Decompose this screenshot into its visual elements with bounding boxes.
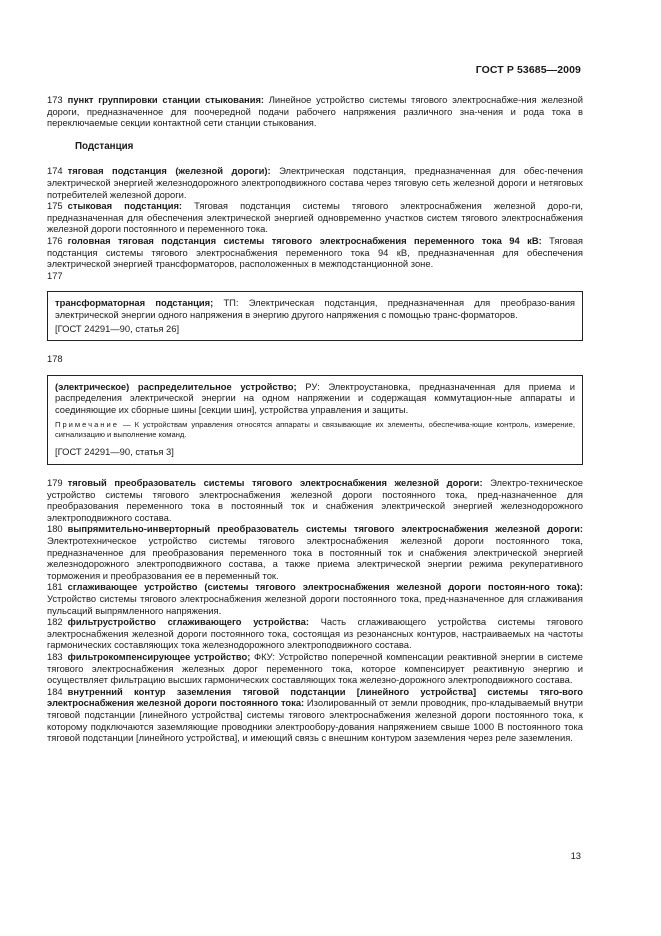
entry-number: 176: [47, 234, 63, 246]
term-entry-175: [47, 200, 583, 235]
term-entry-179: [47, 477, 583, 523]
entry-definition: Устройство системы тягового электроснабжения железной дороги постоянного тока, пред-назначенное для сглаживания пульсаций выпрямленного напряжения.: [47, 593, 583, 616]
entry-definition: ТП: Электрическая подстанция, предназначенная для преобразо-вания электрической энергии одного напряжения в энергию другого напряжения с помощью транс-форматоров.: [55, 297, 576, 320]
entry-definition: Тяговая подстанция системы тягового электроснабжения переменного тока 94 кВ, предназначенная для обеспечения электрической энергией трансформаторов, расположенных в межподстанционной зоне.: [47, 234, 583, 270]
entry-term: (электрическое) распределительное устройство;: [55, 380, 297, 392]
entry-number: 174: [47, 165, 63, 177]
note: [55, 420, 575, 440]
quoted-definition-box-177: [47, 291, 583, 341]
boxed-definition: [55, 297, 575, 320]
entry-number: 175: [47, 200, 63, 212]
entry-term: фильтрустройство сглаживающего устройства:: [67, 616, 309, 628]
entry-term: сглаживающее устройство (системы тягового электроснабжения железной дороги постоян-ного тока):: [67, 581, 583, 593]
entry-definition: Электротехническое устройство системы тягового электроснабжения железной дороги постоянного тока, предназначенное для преобразования переменного тока в постоянный ток и снабжения электрической энергией железнодорожного электроподвижного состава, а также приема электрической энергии режима рекуперативного торможения и преобразования ее в переменный ток.: [47, 535, 583, 581]
term-entry-176: [47, 235, 583, 270]
note-text: — К устройствам управления относятся аппараты и связывающие их элементы, обеспечива-ющие контроль, измерение, сигнализацию и выполнение команд.: [55, 420, 575, 440]
entry-term: тяговая подстанция (железной дороги):: [67, 165, 271, 177]
entry-term: внутренний контур заземления тяговой подстанции [линейного устройства] системы тяго-вого электроснабжения железной дороги постоянного тока:: [47, 685, 583, 709]
entry-number: 173: [47, 94, 63, 105]
entry-number-177: 177: [47, 269, 63, 281]
standard-reference: [ГОСТ 24291—90, статья 26]: [55, 322, 180, 334]
entry-term: выпрямительно-инверторный преобразователь системы тягового электроснабжения железной дороги:: [67, 523, 583, 535]
entry-number-178: 178: [47, 353, 63, 365]
term-entry-184: [47, 686, 583, 744]
entry-term: тяговый преобразователь системы тягового электроснабжения железной дороги:: [67, 477, 483, 489]
entry-definition: ФКУ: Устройство поперечной компенсации реактивной энергии в системе тягового электроснабжения железных дорог переменного тока, которое компенсирует реактивную энергию и осуществляет фильтрацию высших гармонических составляющих тока железно-дорожного электроподвижного состава.: [47, 650, 583, 686]
page-number: 13: [570, 850, 581, 861]
entry-term: фильтрокомпенсирующее устройство;: [67, 650, 251, 662]
term-entry-182: [47, 616, 583, 651]
note-label: Примечание: [55, 420, 119, 430]
entry-number: 179: [47, 477, 63, 489]
entry-definition: Часть сглаживающего устройства системы тягового электроснабжения железной дороги постоянного тока, состоящая из резонансных контуров, настраиваемых на частоты гармонических составляющих тока железнодорожного электроподвижного состава.: [47, 616, 583, 651]
entry-number: 181: [47, 581, 63, 593]
quoted-definition-box-178: [47, 375, 583, 465]
entry-definition: Линейное устройство системы тягового электроснабже-ния железной дороги, предназначенное для поочередной подачи рабочего напряжения различного зна-чения и рода тока в переключаемые секции контактной сети станции стыкования.: [47, 94, 583, 129]
standard-reference: [ГОСТ 24291—90, статья 3]: [55, 446, 174, 458]
entry-number: 183: [47, 650, 63, 662]
entry-number: 180: [47, 523, 63, 535]
document-code: ГОСТ Р 53685—2009: [475, 64, 581, 76]
boxed-definition: [55, 381, 575, 416]
term-entry-181: [47, 581, 583, 616]
entry-definition: Изолированный от земли проводник, про-кладываемый внутри тяговой подстанции [линейного устройства] системы тягового электроснабжения железной дороги постоянного тока, к которому подключаются заземляющие проводники электрообору-дования напряжением свыше 1000 В постоянного тока тяговой подстанции [линейного устройства], и имеющий связь с внешним контуром заземления через реле заземления.: [47, 697, 584, 744]
page-content: [47, 94, 583, 744]
entry-term: трансформаторная подстанция;: [55, 297, 214, 309]
term-entry-183: [47, 651, 583, 686]
section-title: Подстанция: [75, 140, 134, 152]
term-entry-173: [47, 94, 583, 129]
entry-definition: РУ: Электроустановка, предназначенная для приема и распределения электрической энергии на одном напряжении и содержащая коммутацион-ные аппараты и соединяющие их сборные шины [секции шин], устройства управления и защиты.: [55, 380, 575, 415]
entry-term: пункт группировки станции стыкования:: [67, 94, 265, 105]
term-entry-174: [47, 165, 583, 200]
entry-definition: Электро-техническое устройство системы тягового электроснабжения железной дороги постоянного тока, пред-назначенное для преобразования переменного тока в постоянный ток и снабжения электрической энергией железнодорожного электроподвижного состава.: [47, 477, 583, 523]
entry-definition: Тяговая подстанция системы тягового электроснабжения железной доро-ги, предназначенная для обеспечения электрической энергией одновременно участков систем тягового электроснабжения железной дороги постоянного и переменного тока.: [47, 200, 584, 235]
entry-number: 184: [47, 685, 63, 697]
entry-term: стыковая подстанция:: [67, 200, 183, 212]
entry-number: 182: [47, 616, 63, 628]
term-entry-180: [47, 523, 583, 581]
entry-definition: Электрическая подстанция, предназначенная для обес-печения электрической энергией железнодорожного электроподвижного состава через тяговую сеть железной дороги и нетяговых потребителей железной дороги.: [47, 165, 583, 200]
entry-term: головная тяговая подстанция системы тягового электроснабжения переменного тока 94 кВ:: [67, 234, 542, 246]
